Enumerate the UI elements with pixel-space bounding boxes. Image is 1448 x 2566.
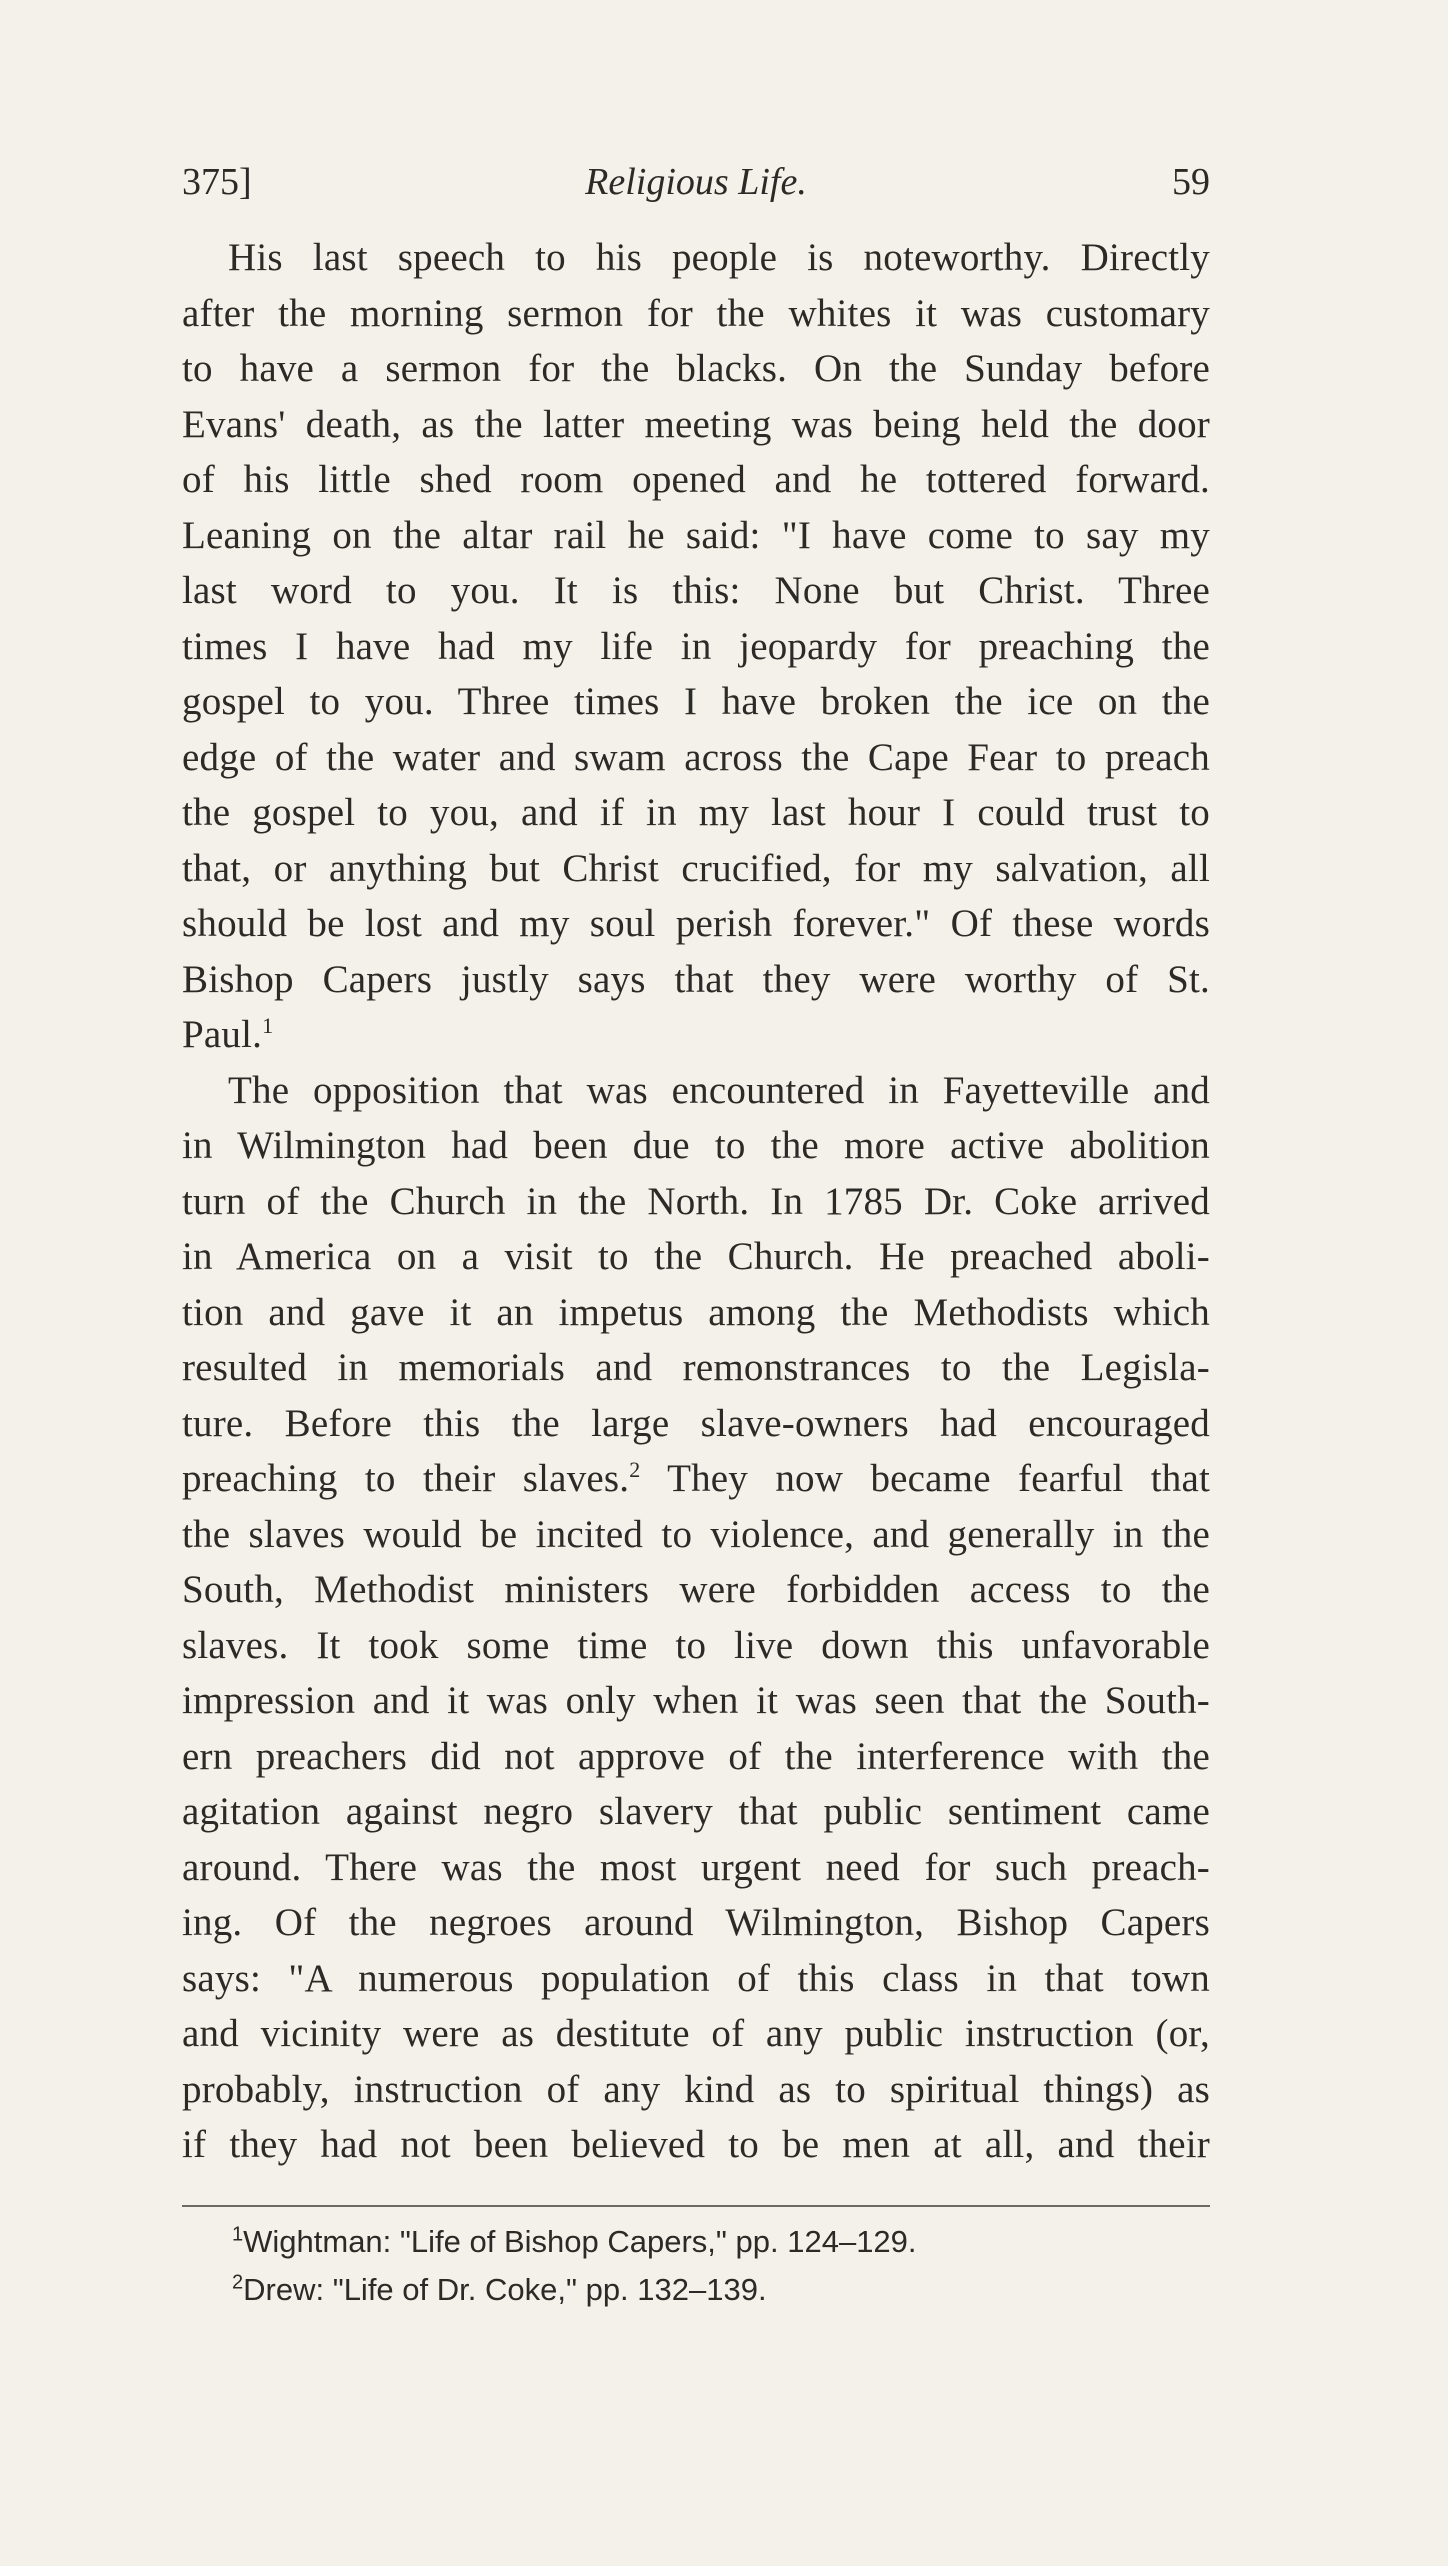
- footnote-marker: 2: [232, 2271, 244, 2294]
- text-line: Evans' death, as the latter meeting was being held the door: [182, 402, 1210, 446]
- text-line: if they had not been believed to be men at all, and their: [182, 2123, 1210, 2166]
- page-number: 59: [1172, 161, 1210, 203]
- text-line: in Wilmington had been due to the more active abolition: [182, 1124, 1210, 1167]
- text-line: says: "A numerous population of this class in that town: [182, 1956, 1210, 2000]
- text-line: should be lost and my soul perish forever." Of these words: [182, 902, 1210, 945]
- footnotes: [232, 2218, 1210, 2314]
- running-head: [182, 160, 1210, 220]
- text-line: edge of the water and swam across the Cape Fear to preach: [182, 735, 1210, 779]
- text-line: in America on a visit to the Church. He preached aboli-: [182, 1235, 1210, 1278]
- footnote: [232, 2266, 1210, 2314]
- text-line: ern preachers did not approve of the interference with the: [182, 1734, 1210, 1778]
- text-line: slaves. It took some time to live down this unfavorable: [182, 1623, 1210, 1667]
- running-head-section: 375]: [182, 161, 252, 203]
- text-line: the slaves would be incited to violence, and generally in the: [182, 1512, 1210, 1556]
- footnote-text: Wightman: "Life of Bishop Capers," pp. 124–129.: [243, 2224, 917, 2259]
- text-line: after the morning sermon for the whites it was customary: [182, 291, 1210, 335]
- text-line: to have a sermon for the blacks. On the Sunday before: [182, 347, 1210, 390]
- text-line: turn of the Church in the North. In 1785 Dr. Coke arrived: [182, 1179, 1210, 1223]
- text-line: gospel to you. Three times I have broken the ice on the: [182, 680, 1210, 723]
- footnote-text: Drew: "Life of Dr. Coke," pp. 132–139.: [243, 2272, 767, 2307]
- text-line: ture. Before this the large slave-owners had encouraged: [182, 1401, 1210, 1445]
- text-line: of his little shed room opened and he tottered forward.: [182, 458, 1210, 501]
- text-line: last word to you. It is this: None but Christ. Three: [182, 569, 1210, 612]
- text-line: agitation against negro slavery that public sentiment came: [182, 1790, 1210, 1833]
- body-text: [182, 230, 1210, 2173]
- text-line: ing. Of the negroes around Wilmington, Bishop Capers: [182, 1901, 1210, 1944]
- preaching-text-b: They now became fearful that: [640, 1457, 1210, 1500]
- text-line: resulted in memorials and remonstrances to the Legisla-: [182, 1346, 1210, 1389]
- text-line: The opposition that was encountered in Fayetteville and: [228, 1068, 1210, 1112]
- text-line: the gospel to you, and if in my last hour I could trust to: [182, 791, 1210, 834]
- text-line: impression and it was only when it was seen that the South-: [182, 1679, 1210, 1722]
- footnote: [232, 2218, 1210, 2266]
- footnote-rule: [182, 2205, 1210, 2207]
- text-line: tion and gave it an impetus among the Methodists which: [182, 1290, 1210, 1334]
- paul-text: Paul.: [182, 1013, 263, 1056]
- footnote-ref-2: 2: [629, 1457, 641, 1482]
- text-line: that, or anything but Christ crucified, for my salvation, all: [182, 846, 1210, 890]
- footnote-ref-1: 1: [262, 1013, 274, 1038]
- text-line: and vicinity were as destitute of any public instruction (or,: [182, 2012, 1210, 2055]
- text-line: Bishop Capers justly says that they were worthy of St.: [182, 957, 1210, 1001]
- footnote-marker: 1: [232, 2223, 244, 2246]
- text-line: His last speech to his people is noteworthy. Directly: [228, 236, 1210, 279]
- text-line: [182, 1007, 1210, 1063]
- text-line: probably, instruction of any kind as to spiritual things) as: [182, 2067, 1210, 2111]
- text-line: [182, 1451, 1210, 1507]
- running-head-title: Religious Life.: [585, 161, 807, 203]
- text-line: South, Methodist ministers were forbidden access to the: [182, 1568, 1210, 1611]
- text-line: Leaning on the altar rail he said: "I have come to say my: [182, 513, 1210, 557]
- text-line: around. There was the most urgent need for such preach-: [182, 1845, 1210, 1889]
- text-line: times I have had my life in jeopardy for preaching the: [182, 624, 1210, 668]
- preaching-text-a: preaching to their slaves.: [182, 1457, 630, 1500]
